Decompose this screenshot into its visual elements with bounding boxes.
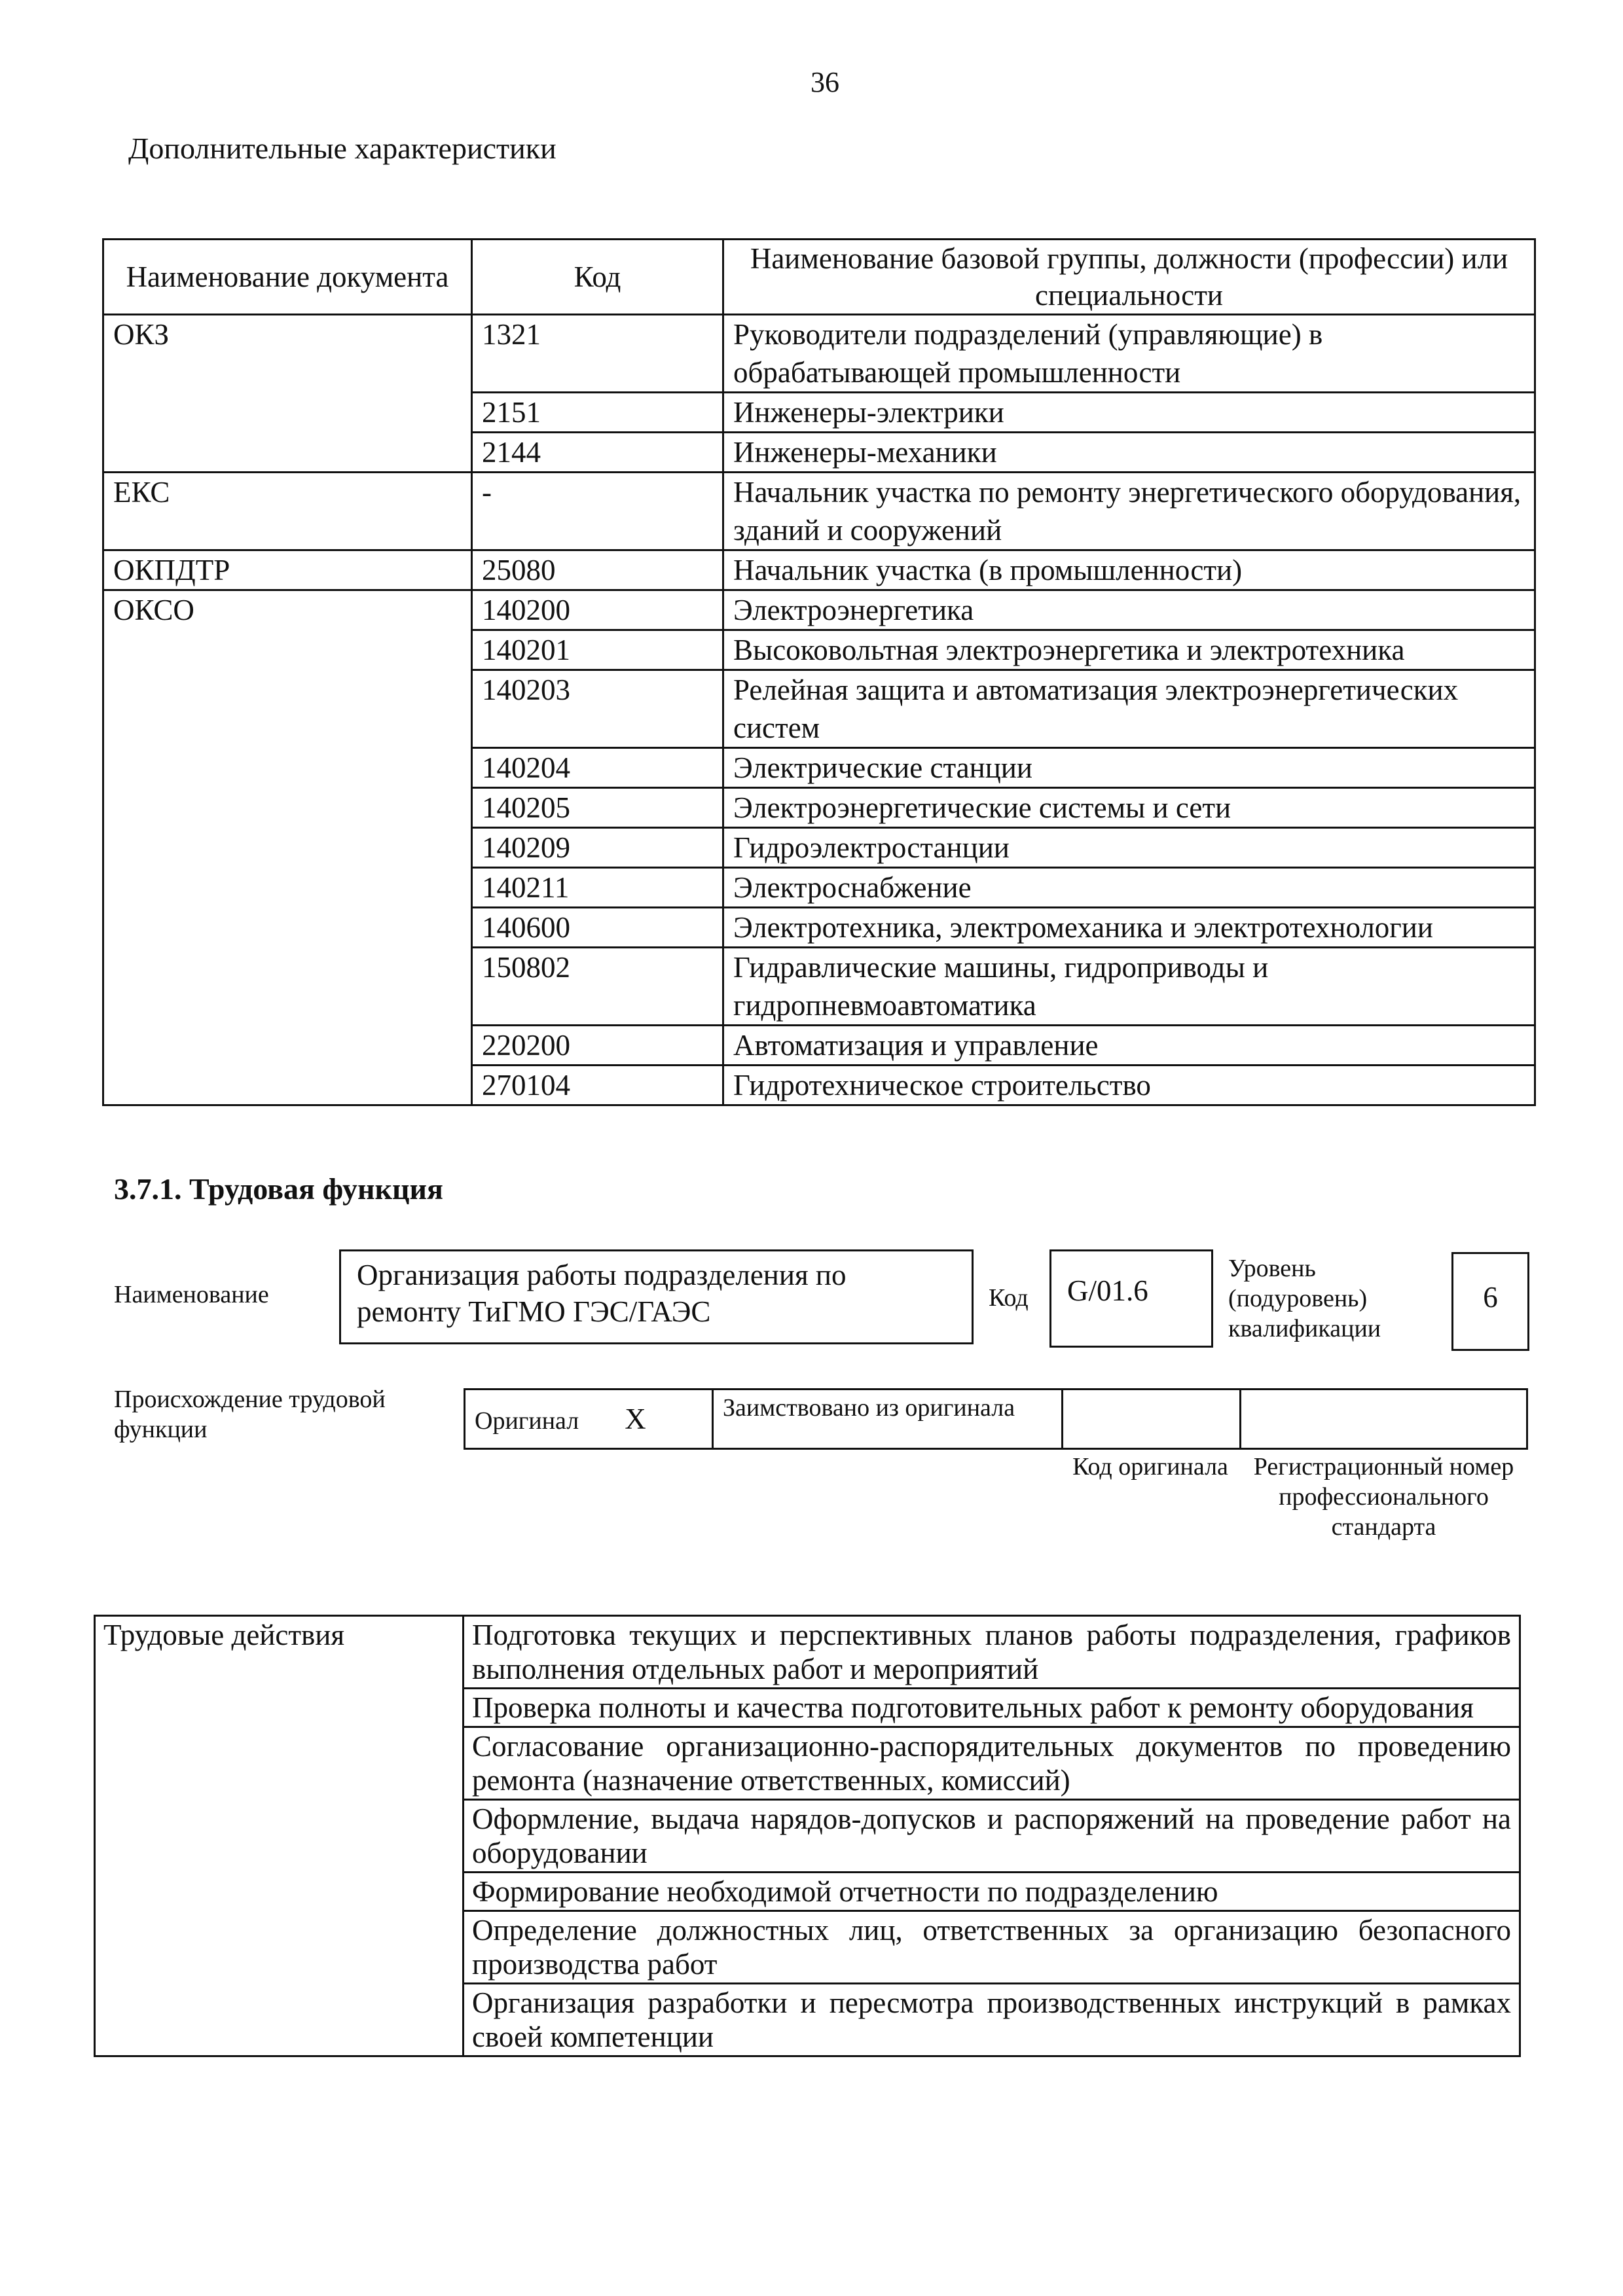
code-cell: 270104 [472, 1066, 723, 1105]
doc-cell: ОКСО [103, 590, 472, 1105]
name-cell: Электроэнергетические системы и сети [723, 788, 1535, 828]
code-cell: 220200 [472, 1026, 723, 1066]
section-title: 3.7.1. Трудовая функция [114, 1172, 443, 1206]
labor-actions-label: Трудовые действия [95, 1616, 464, 2056]
code-cell: 150802 [472, 948, 723, 1026]
code-cell: 140203 [472, 670, 723, 748]
code-cell: 140201 [472, 630, 723, 670]
original-mark: X [625, 1403, 646, 1435]
original-cell [465, 1390, 713, 1449]
header-name: Наименование базовой группы, должности (профессии) или специальности [723, 240, 1535, 315]
labor-actions-table [94, 1615, 1521, 2057]
name-label: Наименование [114, 1281, 269, 1308]
code-cell: 140600 [472, 908, 723, 948]
header-code: Код [472, 240, 723, 315]
borrowed-label: Заимствовано из оригинала [713, 1390, 1063, 1449]
name-cell: Электроэнергетика [723, 590, 1535, 630]
name-cell: Гидравлические машины, гидроприводы и гидропневмоавтоматика [723, 948, 1535, 1026]
name-cell: Гидроэлектростанции [723, 828, 1535, 868]
code-cell: - [472, 473, 723, 550]
labor-action-item: Проверка полноты и качества подготовительных работ к ремонту оборудования [464, 1689, 1520, 1727]
code-cell: 2151 [472, 393, 723, 433]
page-number: 36 [811, 66, 839, 98]
table-row [103, 550, 1535, 590]
code-cell: 140211 [472, 868, 723, 908]
header-doc: Наименование документа [103, 240, 472, 315]
code-cell: 140205 [472, 788, 723, 828]
table-row [103, 473, 1535, 550]
labor-action-item: Оформление, выдача нарядов-допусков и распоряжений на проведение работ на оборудовании [464, 1800, 1520, 1873]
name-cell: Начальник участка по ремонту энергетического оборудования, зданий и сооружений [723, 473, 1535, 550]
name-cell: Инженеры-механики [723, 433, 1535, 473]
code-original-caption: Код оригинала [1072, 1453, 1228, 1480]
reg-number-cell [1241, 1390, 1527, 1449]
origin-table [464, 1388, 1528, 1450]
labor-action-item: Определение должностных лиц, ответственных за организацию безопасного производства работ [464, 1911, 1520, 1984]
original-label: Оригинал [475, 1407, 579, 1435]
name-cell: Электротехника, электромеханика и электротехнологии [723, 908, 1535, 948]
level-label: Уровень (подуровень) квалификации [1228, 1255, 1381, 1342]
name-cell: Электроснабжение [723, 868, 1535, 908]
level-box: 6 [1451, 1252, 1529, 1351]
code-cell: 25080 [472, 550, 723, 590]
code-original-cell [1063, 1390, 1241, 1449]
code-cell: 140200 [472, 590, 723, 630]
name-cell: Инженеры-электрики [723, 393, 1535, 433]
labor-action-item: Подготовка текущих и перспективных планов работы подразделения, графиков выполнения отдельных работ и мероприятий [464, 1616, 1520, 1689]
doc-cell: ОКЗ [103, 315, 472, 473]
table-header-row [103, 240, 1535, 315]
labor-action-item: Организация разработки и пересмотра производственных инструкций в рамках своей компетенции [464, 1984, 1520, 2056]
code-cell: 140209 [472, 828, 723, 868]
doc-cell: ОКПДТР [103, 550, 472, 590]
function-name-box: Организация работы подразделения по ремонту ТиГМО ГЭС/ГАЭС [339, 1249, 974, 1344]
name-cell: Руководители подразделений (управляющие) в обрабатывающей промышленности [723, 315, 1535, 393]
name-cell: Высоковольтная электроэнергетика и электротехника [723, 630, 1535, 670]
additional-heading: Дополнительные характеристики [128, 132, 556, 165]
additional-characteristics-table [102, 238, 1536, 1106]
name-cell: Гидротехническое строительство [723, 1066, 1535, 1105]
origin-label: Происхождение трудовой функции [114, 1386, 386, 1443]
table-row [103, 590, 1535, 630]
code-cell: 140204 [472, 748, 723, 788]
name-cell: Автоматизация и управление [723, 1026, 1535, 1066]
code-cell: 1321 [472, 315, 723, 393]
name-cell: Релейная защита и автоматизация электроэнергетических систем [723, 670, 1535, 748]
table-row [95, 1616, 1520, 1689]
code-label: Код [989, 1284, 1029, 1312]
reg-number-caption: Регистрационный номер профессионального стандарта [1253, 1453, 1514, 1541]
name-cell: Электрические станции [723, 748, 1535, 788]
code-cell: 2144 [472, 433, 723, 473]
table-row [103, 315, 1535, 393]
name-cell: Начальник участка (в промышленности) [723, 550, 1535, 590]
function-code-box: G/01.6 [1049, 1249, 1213, 1348]
labor-action-item: Формирование необходимой отчетности по подразделению [464, 1873, 1520, 1911]
doc-cell: ЕКС [103, 473, 472, 550]
labor-action-item: Согласование организационно-распорядительных документов по проведению ремонта (назначение ответственных, комиссий) [464, 1727, 1520, 1800]
